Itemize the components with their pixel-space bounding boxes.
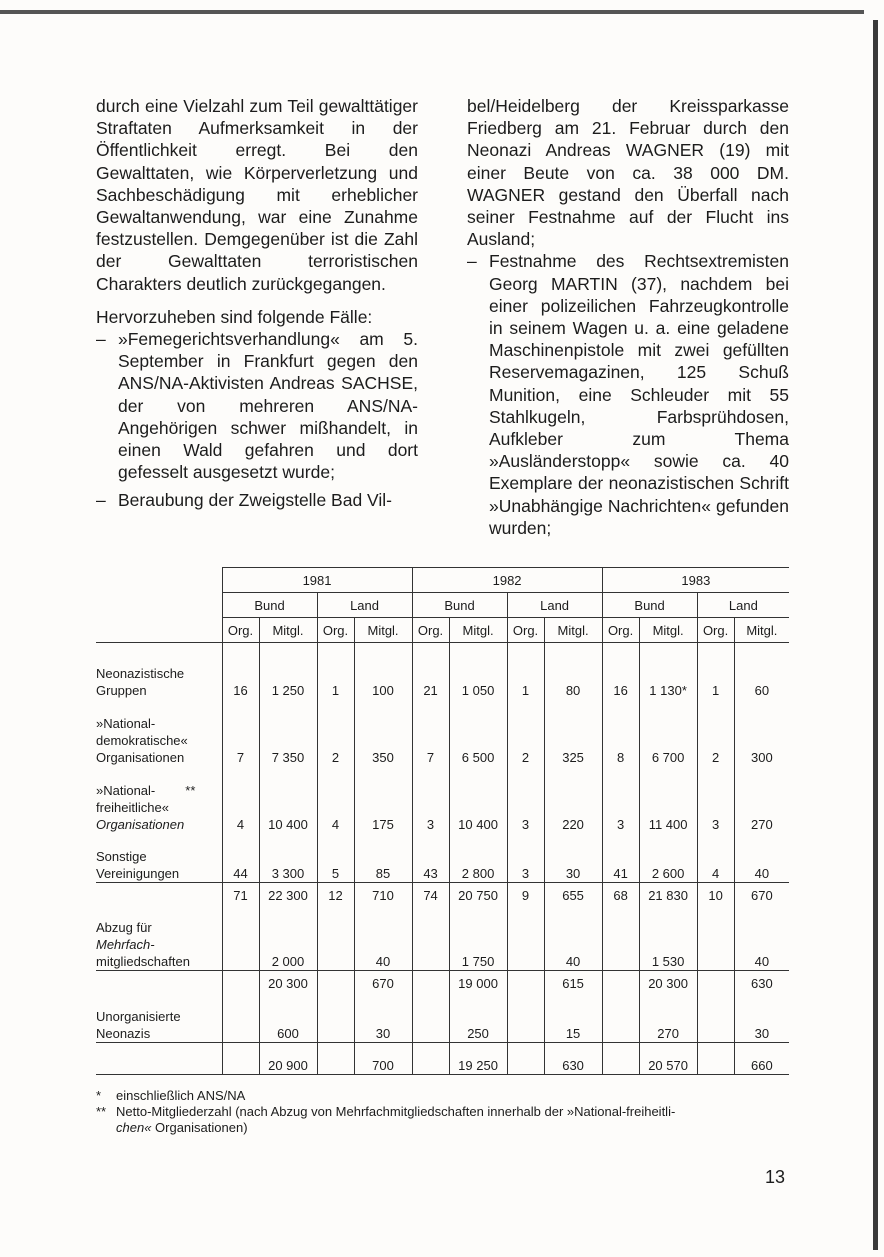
member-count-cell: 670 bbox=[734, 883, 789, 907]
org-count-cell: 1 bbox=[507, 643, 544, 699]
org-count-cell bbox=[602, 971, 639, 995]
org-count-cell: 3 bbox=[507, 766, 544, 833]
member-count-cell: 20 750 bbox=[449, 883, 507, 907]
org-count-cell: 7 bbox=[222, 699, 259, 766]
org-count-cell bbox=[697, 1043, 734, 1075]
org-count-cell bbox=[412, 995, 449, 1043]
footnotes bbox=[96, 1088, 796, 1136]
row-abzug-mehrfach bbox=[96, 907, 789, 971]
header-bund: Bund bbox=[412, 593, 507, 618]
org-count-cell bbox=[222, 1043, 259, 1075]
left-paragraph-1: durch eine Vielzahl zum Teil gewalttätiger Straftaten Aufmerksamkeit in der Öffentlichkeit erregt. Bei den Gewalttaten, wie Körperverletzung und Sachbeschädigung mit erheblicher Gewaltanwendung, war eine Zunahme festzustellen. Demgegenüber ist die Zahl der Gewalttaten terroristischen Charakters deutlich zurückgegangen. bbox=[96, 96, 418, 294]
member-count-cell: 30 bbox=[734, 995, 789, 1043]
member-count-cell: 270 bbox=[639, 995, 697, 1043]
header-mitgl: Mitgl. bbox=[734, 618, 789, 643]
org-count-cell: 9 bbox=[507, 883, 544, 907]
right-paragraph-1: bel/Heidelberg der Kreissparkasse Friedberg am 21. Februar durch den Neonazi Andreas WAGNER (19) mit einer Beute von ca. 38 000 DM. WAGNER gestand den Überfall nach seiner Festnahme auf der Flucht ins Ausland; bbox=[467, 96, 789, 250]
org-count-cell bbox=[507, 907, 544, 971]
org-count-cell bbox=[317, 971, 354, 995]
page-number: 13 bbox=[765, 1167, 786, 1187]
member-count-cell: 3 300 bbox=[259, 833, 317, 883]
member-count-cell: 20 570 bbox=[639, 1043, 697, 1075]
member-count-cell: 1 130* bbox=[639, 643, 697, 699]
row-label: »National- demokratische« Organisationen bbox=[96, 715, 188, 765]
org-count-cell: 12 bbox=[317, 883, 354, 907]
header-org: Org. bbox=[507, 618, 544, 643]
member-count-cell: 2 000 bbox=[259, 907, 317, 971]
org-count-cell bbox=[602, 995, 639, 1043]
member-count-cell: 700 bbox=[354, 1043, 412, 1075]
org-count-cell: 68 bbox=[602, 883, 639, 907]
dash-bullet: – bbox=[467, 251, 477, 272]
member-count-cell: 40 bbox=[734, 833, 789, 883]
member-count-cell: 220 bbox=[544, 766, 602, 833]
membership-statistics-table bbox=[96, 567, 789, 1075]
member-count-cell: 1 750 bbox=[449, 907, 507, 971]
header-org: Org. bbox=[317, 618, 354, 643]
org-count-cell: 10 bbox=[697, 883, 734, 907]
org-count-cell bbox=[317, 1043, 354, 1075]
row-neonazistische-gruppen bbox=[96, 643, 789, 699]
org-count-cell bbox=[507, 1043, 544, 1075]
org-count-cell: 16 bbox=[222, 643, 259, 699]
row-label: »National- ** freiheitliche« Organisationen bbox=[96, 782, 196, 832]
footnote-2: ** Netto-Mitgliederzahl (nach Abzug von Mehrfachmitgliedschaften innerhalb der »National-freiheitli- chen« Organisationen) bbox=[96, 1104, 676, 1135]
org-count-cell: 4 bbox=[222, 766, 259, 833]
right-list-item-1 bbox=[467, 250, 789, 539]
corner-cell bbox=[96, 618, 222, 643]
year-header-row bbox=[96, 568, 789, 593]
year-1982: 1982 bbox=[412, 568, 602, 593]
left-list-item-1-text: »Femegerichtsverhandlung« am 5. September in Frankfurt gegen den ANS/NA-Aktivisten Andreas SACHSE, der von mehreren ANS/NA-Angehörigen schwer mißhandelt, in einen Wald gefahren und dort gefesselt ausgesetzt wurde; bbox=[118, 329, 418, 483]
org-count-cell bbox=[222, 971, 259, 995]
corner-cell bbox=[96, 568, 222, 593]
org-count-cell bbox=[697, 907, 734, 971]
row-label: Neonazistische Gruppen bbox=[96, 665, 185, 698]
org-count-cell bbox=[222, 907, 259, 971]
member-count-cell: 710 bbox=[354, 883, 412, 907]
member-count-cell: 6 700 bbox=[639, 699, 697, 766]
org-count-cell: 7 bbox=[412, 699, 449, 766]
row-label bbox=[96, 971, 222, 995]
member-count-cell: 21 830 bbox=[639, 883, 697, 907]
member-count-cell: 6 500 bbox=[449, 699, 507, 766]
member-count-cell: 15 bbox=[544, 995, 602, 1043]
member-count-cell: 1 050 bbox=[449, 643, 507, 699]
year-1981: 1981 bbox=[222, 568, 412, 593]
footnote-1: * einschließlich ANS/NA bbox=[96, 1088, 246, 1103]
org-count-cell: 8 bbox=[602, 699, 639, 766]
member-count-cell: 19 250 bbox=[449, 1043, 507, 1075]
header-land: Land bbox=[317, 593, 412, 618]
right-text-column bbox=[467, 95, 789, 539]
header-mitgl: Mitgl. bbox=[639, 618, 697, 643]
member-count-cell: 325 bbox=[544, 699, 602, 766]
row-sum-organised bbox=[96, 883, 789, 907]
row-grand-total bbox=[96, 1043, 789, 1075]
row-national-demokratische bbox=[96, 699, 789, 766]
member-count-cell: 20 900 bbox=[259, 1043, 317, 1075]
org-count-cell: 1 bbox=[697, 643, 734, 699]
row-sum-after-deduction bbox=[96, 971, 789, 995]
org-count-cell bbox=[697, 971, 734, 995]
header-org: Org. bbox=[412, 618, 449, 643]
org-count-cell: 2 bbox=[507, 699, 544, 766]
org-count-cell bbox=[507, 971, 544, 995]
header-org: Org. bbox=[697, 618, 734, 643]
org-count-cell: 16 bbox=[602, 643, 639, 699]
member-count-cell: 350 bbox=[354, 699, 412, 766]
header-bund: Bund bbox=[602, 593, 697, 618]
org-count-cell bbox=[222, 995, 259, 1043]
member-count-cell: 30 bbox=[544, 833, 602, 883]
row-label bbox=[96, 1043, 222, 1075]
member-count-cell: 1 250 bbox=[259, 643, 317, 699]
row-label: Abzug für Mehrfach- mitgliedschaften bbox=[96, 907, 222, 971]
year-1983: 1983 bbox=[602, 568, 789, 593]
left-list-item-2-text: Beraubung der Zweigstelle Bad Vil- bbox=[118, 490, 393, 511]
org-count-cell: 3 bbox=[602, 766, 639, 833]
org-mitgl-header-row bbox=[96, 618, 789, 643]
member-count-cell: 100 bbox=[354, 643, 412, 699]
header-bund: Bund bbox=[222, 593, 317, 618]
member-count-cell: 10 400 bbox=[259, 766, 317, 833]
left-list-item-2 bbox=[96, 489, 418, 511]
member-count-cell: 615 bbox=[544, 971, 602, 995]
member-count-cell: 250 bbox=[449, 995, 507, 1043]
member-count-cell: 40 bbox=[544, 907, 602, 971]
org-count-cell bbox=[412, 971, 449, 995]
member-count-cell: 60 bbox=[734, 643, 789, 699]
member-count-cell: 10 400 bbox=[449, 766, 507, 833]
member-count-cell: 7 350 bbox=[259, 699, 317, 766]
org-count-cell: 2 bbox=[317, 699, 354, 766]
member-count-cell: 660 bbox=[734, 1043, 789, 1075]
org-count-cell bbox=[412, 907, 449, 971]
member-count-cell: 175 bbox=[354, 766, 412, 833]
member-count-cell: 20 300 bbox=[259, 971, 317, 995]
header-mitgl: Mitgl. bbox=[449, 618, 507, 643]
org-count-cell: 3 bbox=[507, 833, 544, 883]
org-count-cell: 44 bbox=[222, 833, 259, 883]
left-text-column bbox=[96, 95, 418, 512]
left-list-item-1 bbox=[96, 328, 418, 483]
org-count-cell bbox=[602, 1043, 639, 1075]
dash-bullet: – bbox=[96, 490, 106, 511]
header-mitgl: Mitgl. bbox=[259, 618, 317, 643]
header-org: Org. bbox=[602, 618, 639, 643]
corner-cell bbox=[96, 593, 222, 618]
row-national-freiheitliche bbox=[96, 766, 789, 833]
member-count-cell: 1 530 bbox=[639, 907, 697, 971]
member-count-cell: 30 bbox=[354, 995, 412, 1043]
dash-bullet: – bbox=[96, 329, 106, 350]
org-count-cell bbox=[697, 995, 734, 1043]
member-count-cell: 20 300 bbox=[639, 971, 697, 995]
org-count-cell: 1 bbox=[317, 643, 354, 699]
member-count-cell: 40 bbox=[354, 907, 412, 971]
member-count-cell: 600 bbox=[259, 995, 317, 1043]
org-count-cell: 4 bbox=[317, 766, 354, 833]
org-count-cell bbox=[317, 995, 354, 1043]
member-count-cell: 670 bbox=[354, 971, 412, 995]
header-land: Land bbox=[697, 593, 789, 618]
member-count-cell: 19 000 bbox=[449, 971, 507, 995]
org-count-cell bbox=[412, 1043, 449, 1075]
member-count-cell: 655 bbox=[544, 883, 602, 907]
level-header-row bbox=[96, 593, 789, 618]
org-count-cell: 5 bbox=[317, 833, 354, 883]
org-count-cell: 74 bbox=[412, 883, 449, 907]
header-land: Land bbox=[507, 593, 602, 618]
member-count-cell: 300 bbox=[734, 699, 789, 766]
org-count-cell: 41 bbox=[602, 833, 639, 883]
org-count-cell: 71 bbox=[222, 883, 259, 907]
row-label bbox=[96, 883, 222, 907]
member-count-cell: 85 bbox=[354, 833, 412, 883]
member-count-cell: 2 600 bbox=[639, 833, 697, 883]
page-binding-edge bbox=[873, 20, 878, 1250]
header-mitgl: Mitgl. bbox=[354, 618, 412, 643]
org-count-cell bbox=[507, 995, 544, 1043]
member-count-cell: 40 bbox=[734, 907, 789, 971]
right-list-item-1-text: Festnahme des Rechtsextremisten Georg MARTIN (37), nachdem bei einer polizeilichen Fahrzeugkontrolle in seinem Wagen u. a. eine geladene Maschinenpistole mit zwei gefüllten Reservemagazinen, 125 Schuß Munition, eine Schleuder mit 55 Stahlkugeln, Farbsprühdosen, Aufkleber zum Thema »Ausländerstopp« sowie ca. 40 Exemplare der neonazistischen Schrift »Unabhängige Nachrichten« gefunden wurden; bbox=[489, 251, 789, 538]
org-count-cell: 3 bbox=[697, 766, 734, 833]
member-count-cell: 2 800 bbox=[449, 833, 507, 883]
member-count-cell: 630 bbox=[734, 971, 789, 995]
header-mitgl: Mitgl. bbox=[544, 618, 602, 643]
org-count-cell: 21 bbox=[412, 643, 449, 699]
member-count-cell: 630 bbox=[544, 1043, 602, 1075]
member-count-cell: 11 400 bbox=[639, 766, 697, 833]
org-count-cell bbox=[602, 907, 639, 971]
row-sonstige-vereinigungen bbox=[96, 833, 789, 883]
member-count-cell: 22 300 bbox=[259, 883, 317, 907]
org-count-cell: 2 bbox=[697, 699, 734, 766]
org-count-cell: 4 bbox=[697, 833, 734, 883]
org-count-cell bbox=[317, 907, 354, 971]
row-unorganisierte-neonazis bbox=[96, 995, 789, 1043]
member-count-cell: 80 bbox=[544, 643, 602, 699]
left-paragraph-2: Hervorzuheben sind folgende Fälle: bbox=[96, 306, 373, 327]
org-count-cell: 3 bbox=[412, 766, 449, 833]
row-label: Sonstige Vereinigungen bbox=[96, 833, 222, 883]
org-count-cell: 43 bbox=[412, 833, 449, 883]
row-label: Unorganisierte Neonazis bbox=[96, 995, 222, 1043]
top-edge-rule bbox=[0, 10, 864, 14]
header-org: Org. bbox=[222, 618, 259, 643]
member-count-cell: 270 bbox=[734, 766, 789, 833]
